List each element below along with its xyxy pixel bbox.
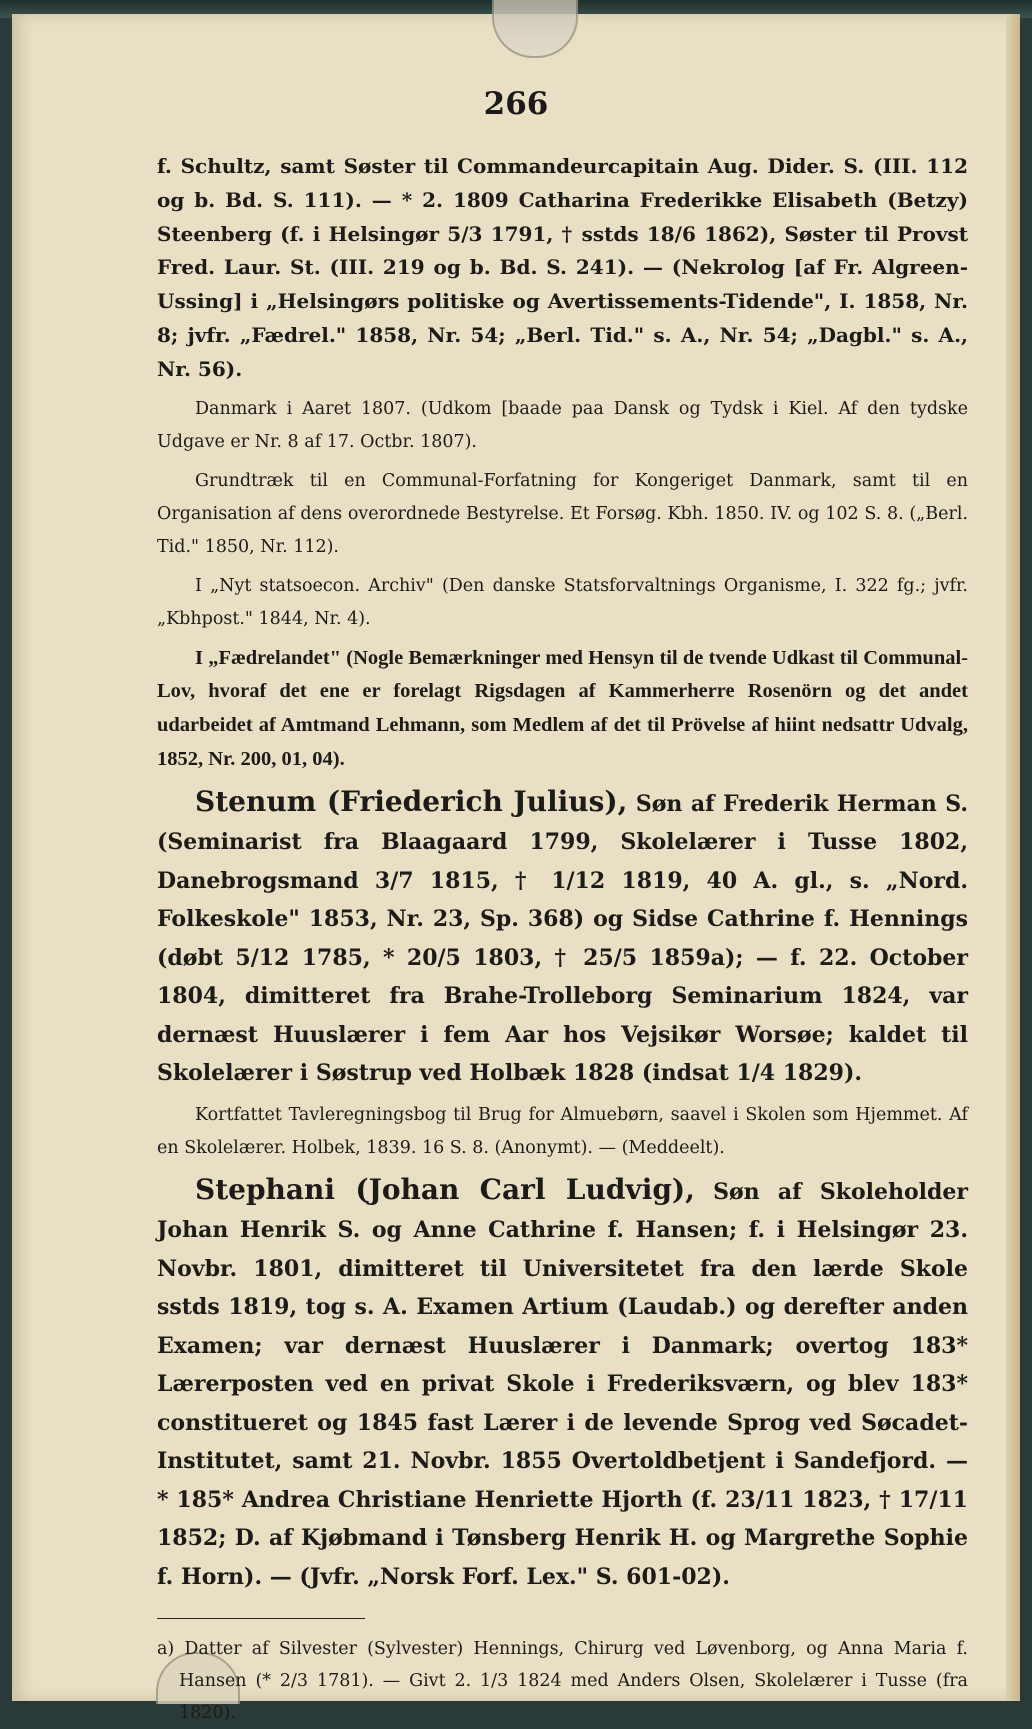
paragraph-work-faedrelandet: I „Fædrelandet" (Nogle Bemærkninger med Hensyn til de tvende Udkast til Communal-Lov, hvoraf det ene er forelagt Rigsdagen af Kammerherre Rosenörn og det andet udarbeidet af Amtmand Lehmann, som Medlem af det til Prövelse af hiint nedsattr Udvalg, 1852, Nr. 200, 01, 04). [157,646,968,770]
entry-work: Kortfattet Tavleregningsbog til Brug for Almuebørn, saavel i Skolen som Hjemmet. Af en Skolelærer. Holbek, 1839. 16 S. 8. (Anonymt). — (Meddeelt). [157,1104,968,1158]
footnote-divider [157,1618,365,1619]
paragraph-work-grundtraek: Grundtræk til en Communal-Forfatning for Kongeriget Danmark, samt til en Organisation af dens overordnede Bestyrelse. Et Forsøg. Kbh. 1850. IV. og 102 S. 8. („Berl. Tid." 1850, Nr. 112). [157,470,968,557]
footnote: a) Datter af Silvester (Sylvester) Hennings, Chirurg ved Løvenborg, og Anna Maria f. Hansen (* 2/3 1781). — Givt 2. 1/3 1824 med Anders Olsen, Skolelærer i Tusse (fra 1820). [157,1639,968,1724]
entry-heading: Stenum (Friederich Julius), [195,784,628,818]
paragraph-work-nyt-archiv: I „Nyt statsoecon. Archiv" (Den danske Statsforvaltnings Organisme, I. 322 fg.; jvfr. „Kbhpost." 1844, Nr. 4). [157,575,968,629]
page-content [157,150,968,1729]
page-number: 266 [483,86,549,122]
entry-body: Søn af Frederik Herman S. (Seminarist fra Blaagaard 1799, Skolelærer i Tusse 1802, Danebrogsmand 3/7 1815, † 1/12 1819, 40 A. gl., s. „Nord. Folkeskole" 1853, Nr. 23, Sp. 368) og Sidse Cathrine f. Hennings (døbt 5/12 1785, * 20/5 1803, † 25/5 1859a); — f. 22. October 1804, dimitteret fra Brahe-Trolleborg Seminarium 1824, var dernæst Huuslærer i fem Aar hos Vejsikør Worsøe; kaldet til Skolelærer i Søstrup ved Holbæk 1828 (indsat 1/4 1829). [157,790,969,1087]
entry-heading: Stephani (Johan Carl Ludvig), [195,1172,695,1206]
entry-body: Søn af Skoleholder Johan Henrik S. og Anne Cathrine f. Hansen; f. i Helsingør 23. Novbr. 1801, dimitteret til Universitetet fra den lærde Skole sstds 1819, tog s. A. Examen Artium (Laudab.) og derefter anden Examen; var dernæst Huuslærer i Danmark; overtog 183* Lærerposten ved en privat Skole i Frederiksværn, og blev 183* constitueret og 1845 fast Lærer i de levende Sprog ved Søcadet-Institutet, samt 21. Novbr. 1855 Overtoldbetjent i Sandefjord. — * 185* Andrea Christiane Henriette Hjorth (f. 23/11 1823, † 17/11 1852; D. af Kjøbmand i Tønsberg Henrik H. og Margrethe Sophie f. Horn). — (Jvfr. „Norsk Forf. Lex." S. 601-02). [157,1178,968,1590]
entry-stephani [157,1171,968,1597]
paragraph-work-danmark-1807: Danmark i Aaret 1807. (Udkom [baade paa Dansk og Tydsk i Kiel. Af den tydske Udgave er Nr. 8 af 17. Octbr. 1807). [157,398,968,452]
paragraph-continuation: f. Schultz, samt Søster til Commandeurcapitain Aug. Dider. S. (III. 112 og b. Bd. S. 111). — * 2. 1809 Catharina Frederikke Elisabeth (Betzy) Steenberg (f. i Helsingør 5/3 1791, † sstds 18/6 1862), Søster til Provst Fred. Laur. St. (III. 219 og b. Bd. S. 241). — (Nekrolog [af Fr. Algreen-Ussing] i „Helsingørs politiske og Avertissements-Tidende", I. 1858, Nr. 8; jvfr. „Fædrel." 1858, Nr. 54; „Berl. Tid." s. A., Nr. 54; „Dagbl." s. A., Nr. 56). [157,154,968,381]
entry-stenum [157,783,968,1093]
page-edge [1006,14,1020,1701]
